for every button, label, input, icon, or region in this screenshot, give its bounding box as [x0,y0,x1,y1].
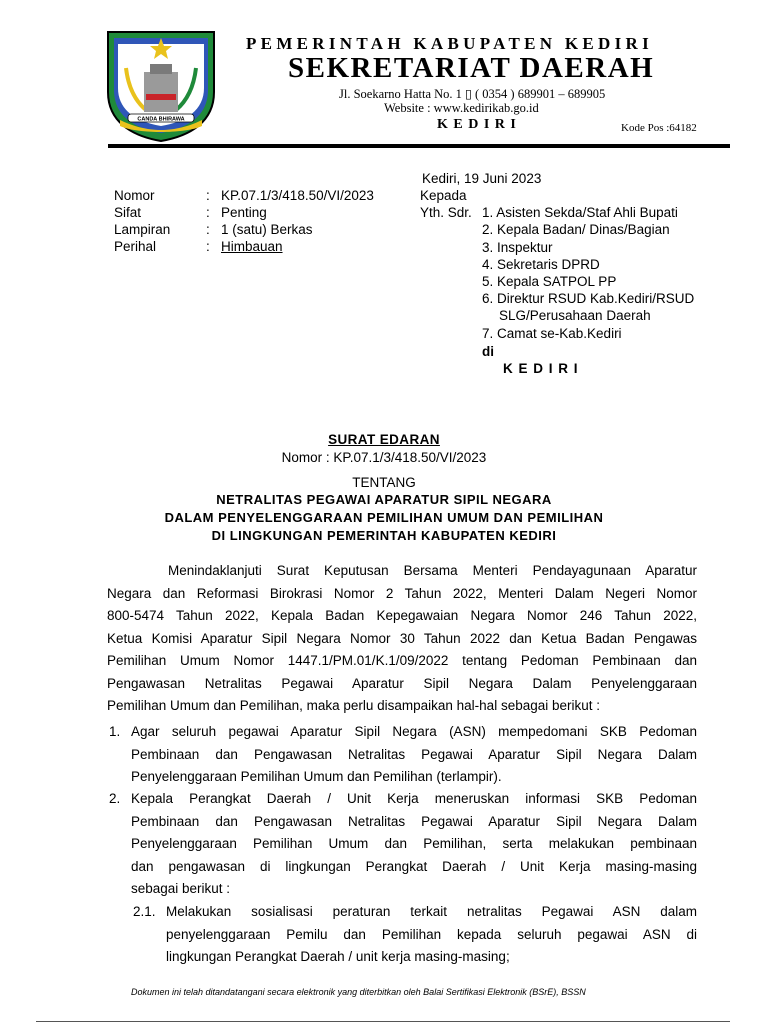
intro-line: Pemilihan Umum Nomor 1447.1/PM.01/K.1/09/2022 tentang Pedoman Pembinaan dan [107,653,697,668]
subject-line: DI LINGKUNGAN PEMERINTAH KABUPATEN KEDIRI [211,528,557,543]
item-line: Kepala Perangkat Daerah / Unit Kerja meneruskan informasi SKB Pedoman [131,791,697,806]
item-line: dan pengawasan di lingkungan Perangkat Daerah / Unit Kerja masing-masing [131,858,697,874]
subject-line: DALAM PENYELENGGARAAN PEMILIHAN UMUM DAN PEMILIHAN [164,510,604,525]
meta-label: Nomor [114,188,155,203]
intro-line: Negara dan Reformasi Birokrasi Nomor 2 Tahun 2022, Menteri Dalam Negeri Nomor [107,585,697,601]
meta-colon: : [206,222,210,237]
item-2 [131,788,697,901]
item-line: Pembinaan dan Pengawasan Netralitas Pegawai Aparatur Sipil Negara Dalam [131,746,697,762]
meta-colon: : [206,239,210,254]
intro-line: Pemilihan Umum dan Pemilihan, maka perlu disampaikan hal-hal sebagai berikut : [107,698,601,713]
recipient-item: 2. Kepala Badan/ Dinas/Bagian [482,222,670,237]
meta-colon: : [206,205,210,220]
item-2-1 [166,901,697,969]
item-line: Penyelenggaraan Pemilihan Umum dan Pemilihan (terlampir). [131,769,502,784]
office-address: Jl. Soekarno Hatta No. 1 ▯ ( 0354 ) 689901 – 689905 [339,87,606,101]
office-city: KEDIRI [437,117,522,132]
destination-city: K E D I R I [503,361,579,376]
item-line: Penyelenggaraan Pemilihan Umum dan Pemilihan, serta melakukan pembinaan [131,836,697,851]
office-website: Website : www.kedirikab.go.id [384,101,539,115]
logo-motto: CANDA BHIRAWA [137,116,185,123]
tentang-label: TENTANG [352,475,416,490]
meta-value: Penting [221,205,267,220]
item-number: 2. [109,791,121,806]
item-line: Pembinaan dan Pengawasan Netralitas Pegawai Aparatur Sipil Negara Dalam [131,813,697,829]
subject-line: NETRALITAS PEGAWAI APARATUR SIPIL NEGARA [216,492,552,507]
intro-line: 800-5474 Tahun 2022, Kepala Badan Kepegawaian Negara Nomor 246 Tahun 2022, [107,608,697,623]
intro-line: Menindaklanjuti Surat Keputusan Bersama Menteri Pendayagunaan Aparatur [168,563,697,578]
recipient-item: 5. Kepala SATPOL PP [482,274,617,289]
government-name: PEMERINTAH KABUPATEN KEDIRI [246,34,654,53]
meta-label: Lampiran [114,222,171,237]
meta-value: Himbauan [221,239,283,254]
office-name: SEKRETARIAT DAERAH [288,52,655,84]
circular-title: SURAT EDARAN [328,432,440,447]
post-code: Kode Pos :64182 [621,122,697,134]
item-line: sebagai berikut : [131,881,231,896]
recipient-item-continued: SLG/Perusahaan Daerah [499,308,651,323]
item-line: Melakukan sosialisasi peraturan terkait netralitas Pegawai ASN dalam [166,904,697,919]
meta-label: Sifat [114,205,142,220]
yth-label: Yth. Sdr. [420,205,472,220]
di-label: di [482,344,494,359]
meta-colon: : [206,188,210,203]
recipient-item: 7. Camat se-Kab.Kediri [482,326,622,341]
intro-line: Ketua Komisi Aparatur Sipil Negara Nomor 30 Tahun 2022 dan Ketua Badan Pengawas [107,630,697,646]
kepada-label: Kepada [420,188,467,203]
letterhead-divider [108,144,730,148]
esignature-note: Dokumen ini telah ditandatangani secara elektronik yang diterbitkan oleh Balai Sertifikasi Elektronik (BSrE), BSSN [131,987,586,997]
recipient-item: 3. Inspektur [482,240,553,255]
item-number: 1. [109,724,121,739]
item-line: Agar seluruh pegawai Aparatur Sipil Negara (ASN) mempedomani SKB Pedoman [131,724,697,739]
meta-label: Perihal [114,239,157,254]
item-line: lingkungan Perangkat Daerah / unit kerja masing-masing; [166,949,510,964]
intro-paragraph [107,560,697,718]
item-1 [131,721,697,789]
meta-value: KP.07.1/3/418.50/VI/2023 [221,188,374,203]
kediri-regency-logo [106,30,216,142]
intro-line: Pengawasan Netralitas Pegawai Aparatur Sipil Negara Dalam Penyelenggaraan [107,675,697,691]
circular-number: Nomor : KP.07.1/3/418.50/VI/2023 [281,450,487,465]
item-line: penyelenggaraan Pemilu dan Pemilihan kepada seluruh pegawai ASN di [166,926,697,942]
recipient-item: 6. Direktur RSUD Kab.Kediri/RSUD [482,291,695,306]
page-bottom-rule [36,1021,730,1022]
letter-date: Kediri, 19 Juni 2023 [422,171,542,186]
subitem-number: 2.1. [133,904,156,919]
recipient-item: 4. Sekretaris DPRD [482,257,600,272]
recipient-item: 1. Asisten Sekda/Staf Ahli Bupati [482,205,678,220]
meta-value: 1 (satu) Berkas [221,222,313,237]
